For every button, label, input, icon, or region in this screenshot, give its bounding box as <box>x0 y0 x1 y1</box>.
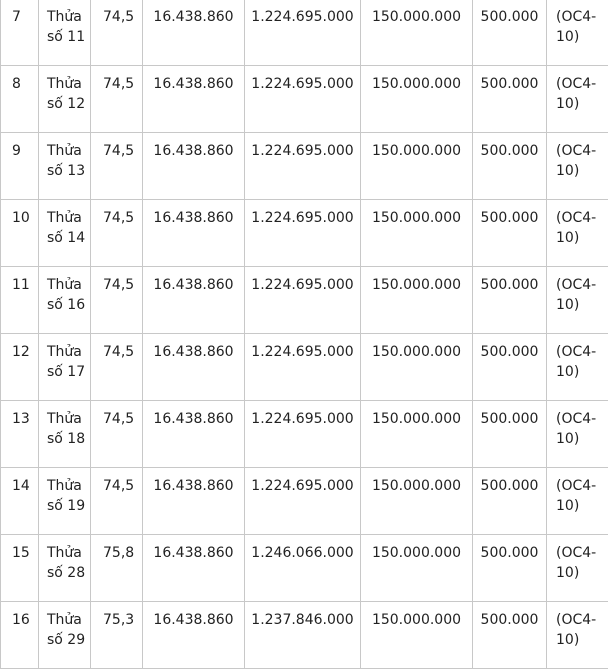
zone-code-line1: (OC4- <box>556 275 608 295</box>
zone-code-line2: 10) <box>556 496 608 516</box>
zone-code-cell <box>547 66 608 133</box>
lot-number: số 28 <box>47 563 90 583</box>
lot-label: Thửa <box>47 208 90 228</box>
zone-code-line2: 10) <box>556 27 608 47</box>
area-cell: 74,5 <box>91 267 143 334</box>
zone-code-line1: (OC4- <box>556 141 608 161</box>
lot-number: số 14 <box>47 228 90 248</box>
lot-number: số 19 <box>47 496 90 516</box>
zone-code-line2: 10) <box>556 362 608 382</box>
lot-label: Thửa <box>47 409 90 429</box>
lot-number: số 16 <box>47 295 90 315</box>
lot-cell <box>39 535 91 602</box>
unit-price-cell: 16.438.860 <box>143 267 245 334</box>
fee-cell: 500.000 <box>473 535 547 602</box>
table-row <box>1 334 608 401</box>
lot-number: số 18 <box>47 429 90 449</box>
zone-code-line2: 10) <box>556 161 608 181</box>
lot-label: Thửa <box>47 74 90 94</box>
unit-price-cell: 16.438.860 <box>143 334 245 401</box>
zone-code-line2: 10) <box>556 630 608 650</box>
table-row <box>1 267 608 334</box>
zone-code-cell <box>547 468 608 535</box>
table-row <box>1 200 608 267</box>
deposit-cell: 150.000.000 <box>361 535 473 602</box>
row-number-cell: 12 <box>1 334 39 401</box>
row-number-cell: 8 <box>1 66 39 133</box>
lot-cell <box>39 602 91 669</box>
lot-cell <box>39 267 91 334</box>
fee-cell: 500.000 <box>473 602 547 669</box>
area-cell: 74,5 <box>91 468 143 535</box>
lot-number: số 17 <box>47 362 90 382</box>
table-row <box>1 602 608 669</box>
total-price-cell: 1.224.695.000 <box>245 200 361 267</box>
row-number-cell: 11 <box>1 267 39 334</box>
zone-code-cell <box>547 267 608 334</box>
zone-code-cell <box>547 535 608 602</box>
table-row <box>1 535 608 602</box>
lot-cell <box>39 334 91 401</box>
total-price-cell: 1.224.695.000 <box>245 133 361 200</box>
fee-cell: 500.000 <box>473 334 547 401</box>
row-number-cell: 13 <box>1 401 39 468</box>
area-cell: 74,5 <box>91 334 143 401</box>
row-number-cell: 10 <box>1 200 39 267</box>
zone-code-line1: (OC4- <box>556 610 608 630</box>
zone-code-cell <box>547 401 608 468</box>
unit-price-cell: 16.438.860 <box>143 468 245 535</box>
lot-cell <box>39 66 91 133</box>
lot-cell <box>39 200 91 267</box>
area-cell: 74,5 <box>91 133 143 200</box>
deposit-cell: 150.000.000 <box>361 602 473 669</box>
lot-label: Thửa <box>47 7 90 27</box>
unit-price-cell: 16.438.860 <box>143 401 245 468</box>
total-price-cell: 1.246.066.000 <box>245 535 361 602</box>
fee-cell: 500.000 <box>473 401 547 468</box>
zone-code-line1: (OC4- <box>556 74 608 94</box>
total-price-cell: 1.224.695.000 <box>245 66 361 133</box>
lot-cell <box>39 401 91 468</box>
deposit-cell: 150.000.000 <box>361 401 473 468</box>
row-number-cell: 9 <box>1 133 39 200</box>
area-cell: 74,5 <box>91 0 143 66</box>
lot-cell <box>39 0 91 66</box>
unit-price-cell: 16.438.860 <box>143 200 245 267</box>
deposit-cell: 150.000.000 <box>361 200 473 267</box>
zone-code-line2: 10) <box>556 429 608 449</box>
lot-label: Thửa <box>47 275 90 295</box>
lot-label: Thửa <box>47 476 90 496</box>
area-cell: 75,3 <box>91 602 143 669</box>
lot-cell <box>39 468 91 535</box>
zone-code-line1: (OC4- <box>556 409 608 429</box>
zone-code-line2: 10) <box>556 228 608 248</box>
table-row <box>1 66 608 133</box>
zone-code-cell <box>547 602 608 669</box>
zone-code-line1: (OC4- <box>556 208 608 228</box>
area-cell: 74,5 <box>91 200 143 267</box>
table-row <box>1 0 608 66</box>
zone-code-line1: (OC4- <box>556 342 608 362</box>
total-price-cell: 1.224.695.000 <box>245 334 361 401</box>
lot-number: số 29 <box>47 630 90 650</box>
row-number-cell: 16 <box>1 602 39 669</box>
fee-cell: 500.000 <box>473 267 547 334</box>
row-number-cell: 15 <box>1 535 39 602</box>
area-cell: 74,5 <box>91 401 143 468</box>
fee-cell: 500.000 <box>473 66 547 133</box>
lot-number: số 13 <box>47 161 90 181</box>
total-price-cell: 1.237.846.000 <box>245 602 361 669</box>
lot-label: Thửa <box>47 141 90 161</box>
fee-cell: 500.000 <box>473 133 547 200</box>
deposit-cell: 150.000.000 <box>361 334 473 401</box>
table-row <box>1 401 608 468</box>
zone-code-line1: (OC4- <box>556 543 608 563</box>
unit-price-cell: 16.438.860 <box>143 535 245 602</box>
table-body <box>1 0 608 669</box>
deposit-cell: 150.000.000 <box>361 133 473 200</box>
lot-label: Thửa <box>47 342 90 362</box>
table-row <box>1 468 608 535</box>
row-number-cell: 14 <box>1 468 39 535</box>
unit-price-cell: 16.438.860 <box>143 602 245 669</box>
deposit-cell: 150.000.000 <box>361 0 473 66</box>
area-cell: 75,8 <box>91 535 143 602</box>
row-number-cell: 7 <box>1 0 39 66</box>
zone-code-line2: 10) <box>556 94 608 114</box>
deposit-cell: 150.000.000 <box>361 468 473 535</box>
total-price-cell: 1.224.695.000 <box>245 468 361 535</box>
zone-code-cell <box>547 200 608 267</box>
lot-label: Thửa <box>47 543 90 563</box>
zone-code-line2: 10) <box>556 295 608 315</box>
lot-label: Thửa <box>47 610 90 630</box>
area-cell: 74,5 <box>91 66 143 133</box>
lot-number: số 11 <box>47 27 90 47</box>
total-price-cell: 1.224.695.000 <box>245 401 361 468</box>
zone-code-cell <box>547 0 608 66</box>
zone-code-line1: (OC4- <box>556 476 608 496</box>
lot-cell <box>39 133 91 200</box>
fee-cell: 500.000 <box>473 468 547 535</box>
total-price-cell: 1.224.695.000 <box>245 267 361 334</box>
zone-code-line2: 10) <box>556 563 608 583</box>
zone-code-cell <box>547 133 608 200</box>
fee-cell: 500.000 <box>473 200 547 267</box>
deposit-cell: 150.000.000 <box>361 267 473 334</box>
zone-code-line1: (OC4- <box>556 7 608 27</box>
lot-number: số 12 <box>47 94 90 114</box>
deposit-cell: 150.000.000 <box>361 66 473 133</box>
unit-price-cell: 16.438.860 <box>143 133 245 200</box>
zone-code-cell <box>547 334 608 401</box>
table-row <box>1 133 608 200</box>
unit-price-cell: 16.438.860 <box>143 66 245 133</box>
fee-cell: 500.000 <box>473 0 547 66</box>
total-price-cell: 1.224.695.000 <box>245 0 361 66</box>
unit-price-cell: 16.438.860 <box>143 0 245 66</box>
